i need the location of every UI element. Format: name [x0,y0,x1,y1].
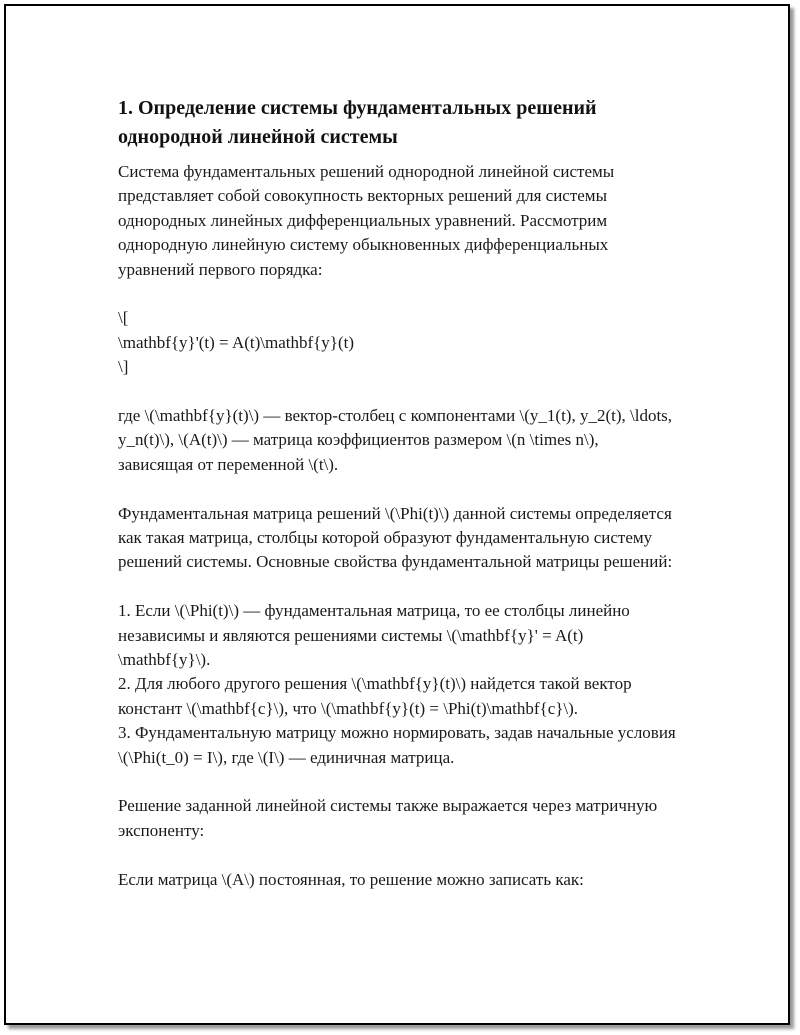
equation-close: \] [118,357,129,377]
properties-list [118,599,678,770]
section-title: 1. Определение системы фундаментальных решений однородной линейной системы [118,97,597,148]
display-equation [118,306,678,379]
document-page [4,4,790,1025]
fundamental-matrix-paragraph: Фундаментальная матрица решений \(\Phi(t)\) данной системы определяется как такая матрица, столбцы которой образуют фундаментальную систему решений системы. Основные свойства фундаментальной матрицы решений: [118,503,673,572]
property-item: 2. Для любого другого решения \(\mathbf{y}(t)\) найдется такой вектор констант \(\mathbf{c}\), что \(\mathbf{y}(t) = \Phi(t)\mathbf{c}\). [118,674,632,718]
intro-paragraph: Система фундаментальных решений однородной линейной системы представляет собой совокупность векторных решений для системы однородных линейных дифференциальных уравнений. Рассмотрим однородную линейную систему обыкновенных дифференциальных уравнений первого порядка: [118,162,615,279]
property-item: 1. Если \(\Phi(t)\) — фундаментальная матрица, то ее столбцы линейно независимы и являются решениями системы \(\mathbf{y}' = A(t) \mathbf{y}\). [118,601,630,670]
exponent-paragraph: Решение заданной линейной системы также выражается через матричную экспоненту: [118,796,658,840]
document-content [118,94,678,916]
equation-open: \[ [118,308,129,328]
constant-case-paragraph: Если матрица \(A\) постоянная, то решение можно записать как: [118,869,584,889]
property-item: 3. Фундаментальную матрицу можно нормировать, задав начальные условия \(\Phi(t_0) = I\), где \(I\) — единичная матрица. [118,723,676,767]
definitions-paragraph: где \(\mathbf{y}(t)\) — вектор-столбец с компонентами \(y_1(t), y_2(t), \ldots, y_n(t)\), \(A(t)\) — матрица коэффициентов размером \(n \times n\), зависящая от переменной \(t\). [118,406,673,474]
equation-body: \mathbf{y}'(t) = A(t)\mathbf{y}(t) [118,332,355,352]
